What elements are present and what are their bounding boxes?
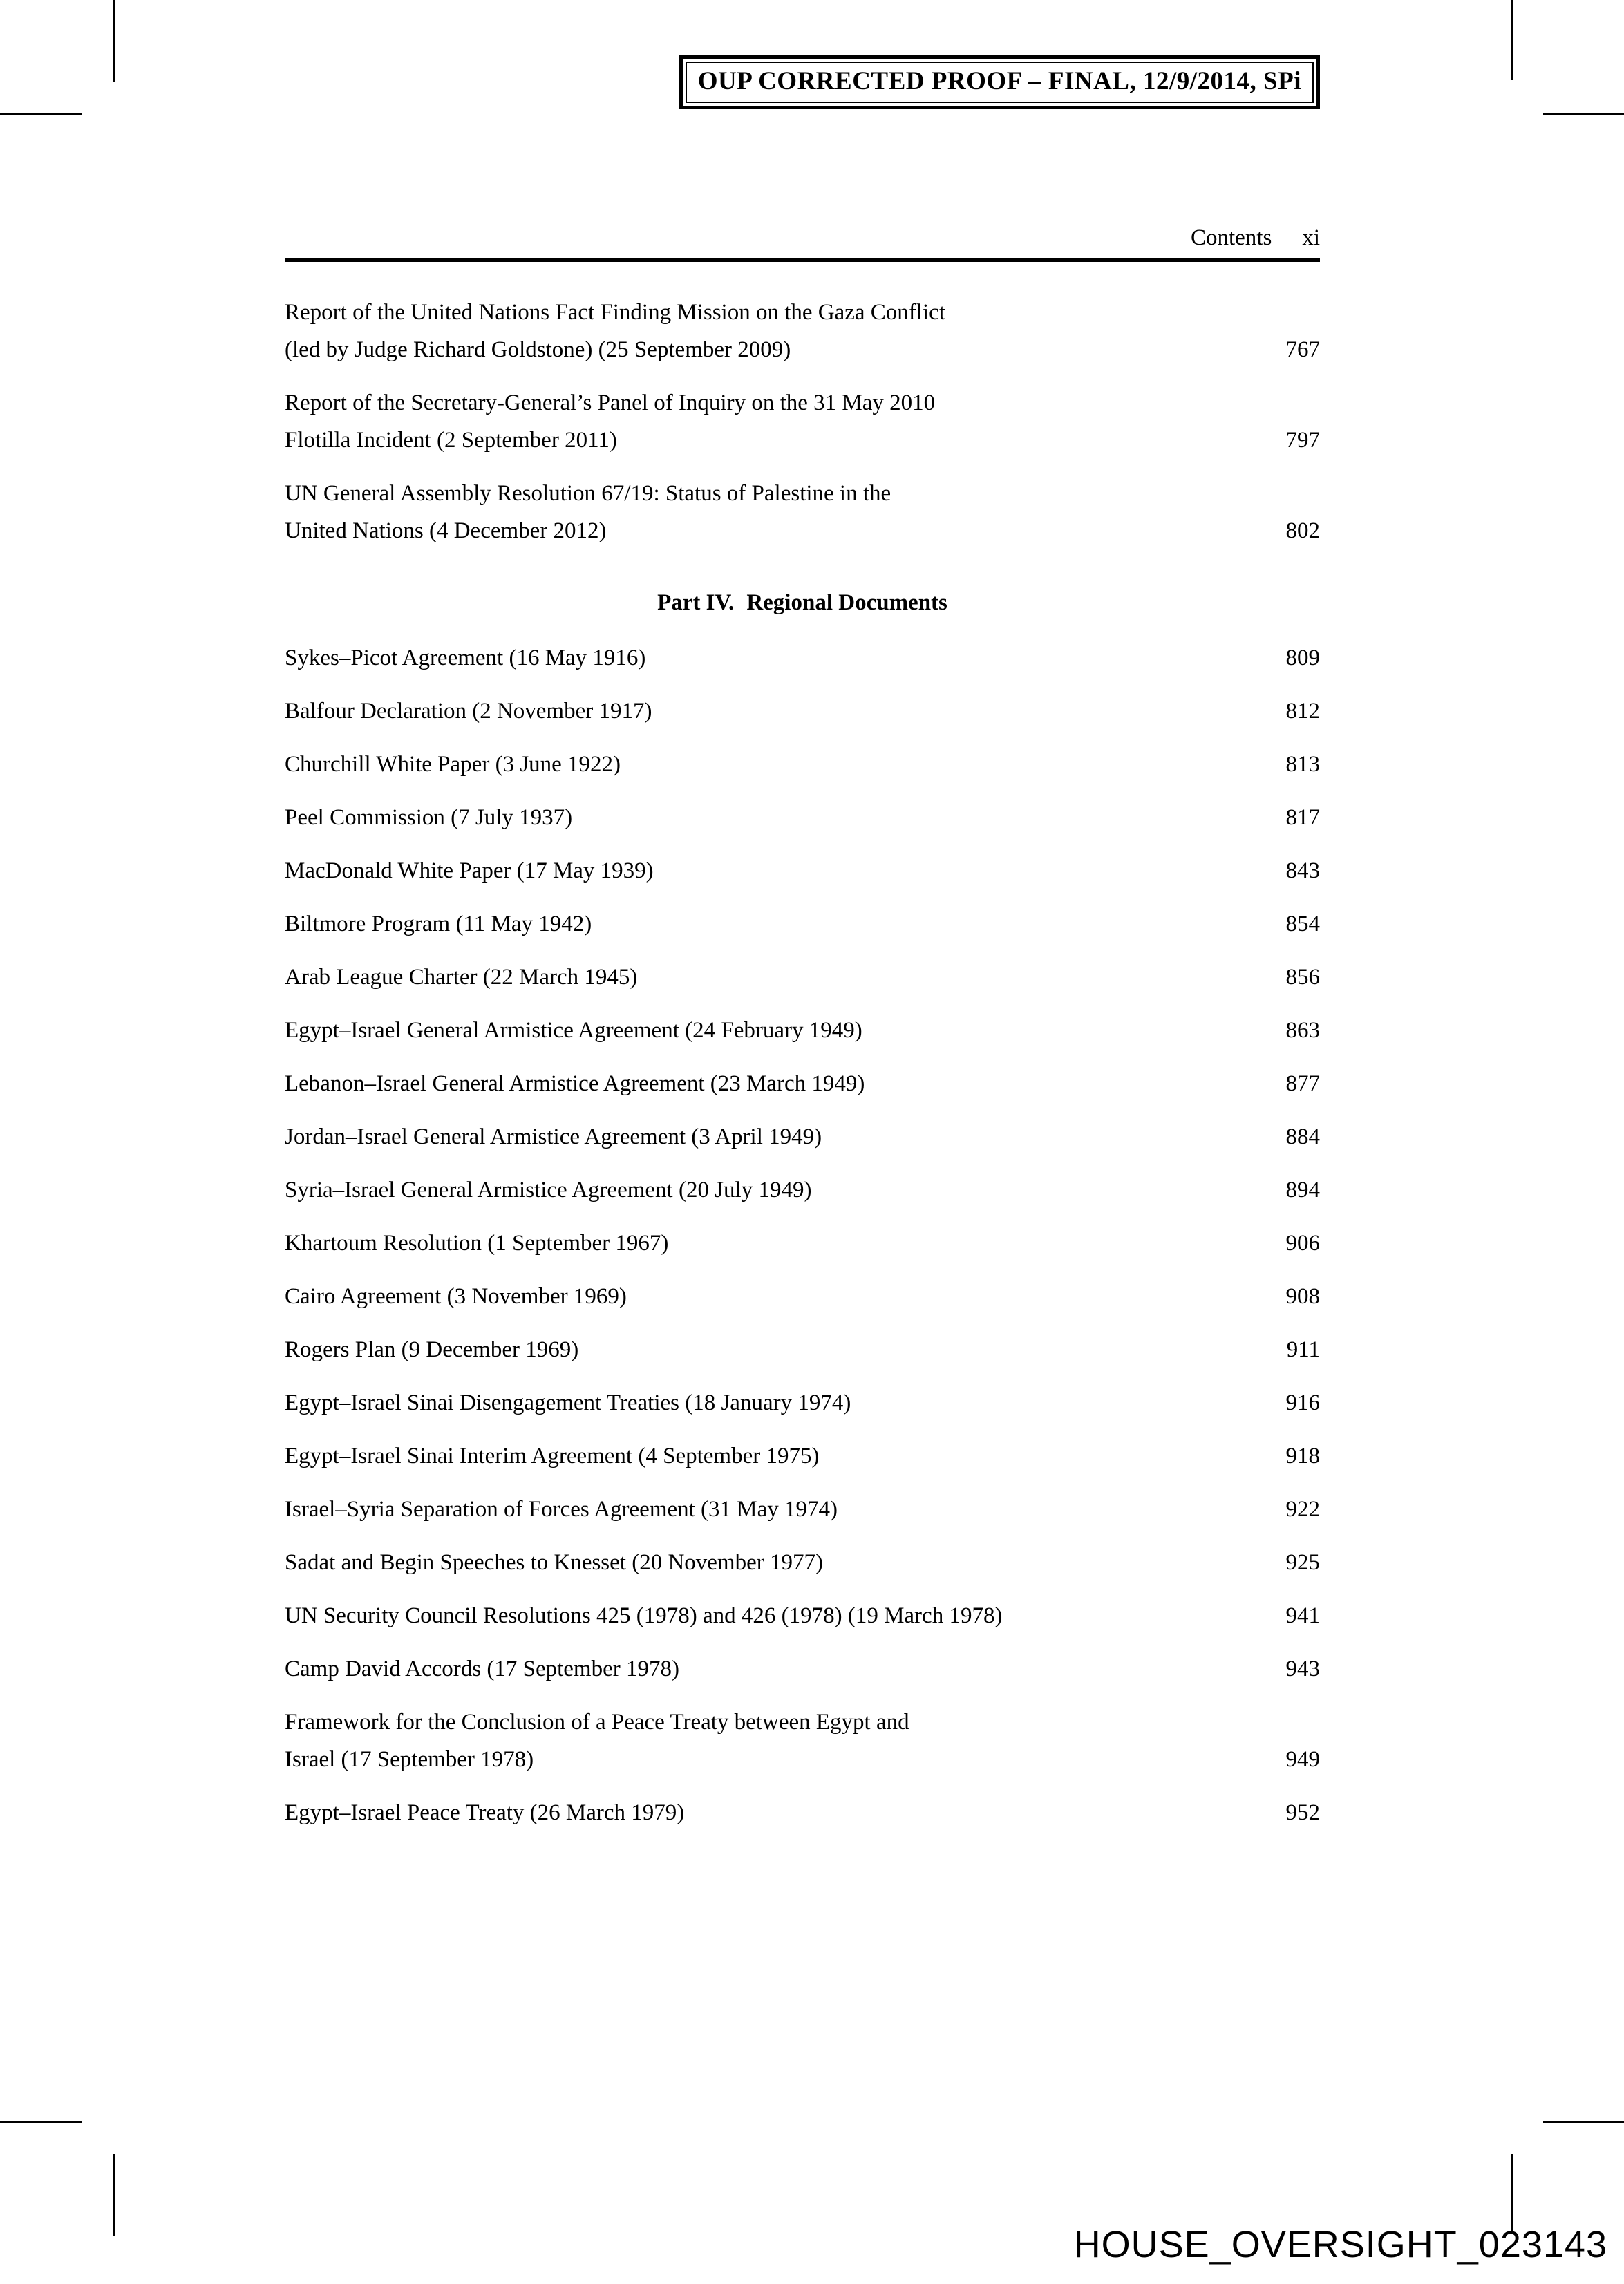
toc-entry-page-number: 922 bbox=[1285, 1497, 1320, 1522]
toc-entry-page-number: 854 bbox=[1285, 912, 1320, 936]
toc-entry bbox=[285, 1703, 1320, 1778]
toc-entry-line: Rogers Plan (9 December 1969) bbox=[285, 1337, 579, 1362]
toc-entry-page-number: 941 bbox=[1285, 1603, 1320, 1628]
toc-entry bbox=[285, 639, 1320, 677]
toc-entry-title bbox=[285, 799, 572, 836]
toc-entry bbox=[285, 1118, 1320, 1155]
toc-entry-title bbox=[285, 384, 935, 459]
header-rule bbox=[285, 258, 1320, 262]
toc-entry-page-number: 812 bbox=[1285, 699, 1320, 724]
toc-entry-title bbox=[285, 692, 652, 730]
toc-entry-page-number: 894 bbox=[1285, 1178, 1320, 1202]
toc-entry-page-number: 877 bbox=[1285, 1071, 1320, 1096]
toc-entry-page-number: 916 bbox=[1285, 1390, 1320, 1415]
toc-entry-page-number: 856 bbox=[1285, 965, 1320, 990]
toc-entry-line: Report of the United Nations Fact Finding Mission on the Gaza Conflict bbox=[285, 300, 945, 325]
toc-entry bbox=[285, 1491, 1320, 1528]
toc-entry bbox=[285, 1437, 1320, 1475]
toc-entry-title bbox=[285, 1703, 909, 1778]
toc-entry-title bbox=[285, 475, 891, 549]
toc-entry-line: Churchill White Paper (3 June 1922) bbox=[285, 752, 621, 777]
crop-mark-top-right-vertical bbox=[1511, 0, 1513, 80]
toc-entry bbox=[285, 475, 1320, 549]
toc-entry-page-number: 906 bbox=[1285, 1231, 1320, 1256]
toc-entry-line: Framework for the Conclusion of a Peace Treaty between Egypt and bbox=[285, 1710, 909, 1735]
toc-entry bbox=[285, 1331, 1320, 1368]
toc-entry-line: Camp David Accords (17 September 1978) bbox=[285, 1657, 679, 1681]
toc-entry-title bbox=[285, 1118, 822, 1155]
toc-entry-line: UN General Assembly Resolution 67/19: Status of Palestine in the bbox=[285, 481, 891, 506]
toc-entry-page-number: 925 bbox=[1285, 1550, 1320, 1575]
toc-entry-title bbox=[285, 1278, 627, 1315]
part-heading-title: Regional Documents bbox=[746, 590, 947, 615]
toc-entry-page-number: 817 bbox=[1285, 805, 1320, 830]
toc-entry-title bbox=[285, 1225, 668, 1262]
toc-entry bbox=[285, 1544, 1320, 1581]
toc-entry-title bbox=[285, 1544, 823, 1581]
toc-section-regional-documents bbox=[285, 639, 1320, 1831]
toc-entry-title bbox=[285, 1171, 811, 1209]
toc-entry-title bbox=[285, 1491, 838, 1528]
toc-entry-line: Egypt–Israel Sinai Disengagement Treaties (18 January 1974) bbox=[285, 1390, 851, 1415]
toc-entry bbox=[285, 1171, 1320, 1209]
proof-stamp bbox=[679, 55, 1320, 109]
toc-entry-title bbox=[285, 1065, 865, 1102]
toc-entry-title bbox=[285, 852, 654, 889]
toc-entry-line: Biltmore Program (11 May 1942) bbox=[285, 912, 592, 936]
toc-entry-line: Peel Commission (7 July 1937) bbox=[285, 805, 573, 830]
toc-entry-title bbox=[285, 1650, 679, 1688]
toc-entry-line: Sykes–Picot Agreement (16 May 1916) bbox=[285, 645, 646, 670]
toc-entry-line: Arab League Charter (22 March 1945) bbox=[285, 965, 638, 990]
toc-entry-line: Israel–Syria Separation of Forces Agreement (31 May 1974) bbox=[285, 1497, 838, 1522]
toc-entry bbox=[285, 1225, 1320, 1262]
toc-entry-page-number: 813 bbox=[1285, 752, 1320, 777]
toc-entry-page-number: 884 bbox=[1285, 1124, 1320, 1149]
toc-entry bbox=[285, 746, 1320, 783]
crop-mark-top-right-horizontal bbox=[1543, 113, 1624, 115]
toc-entry-title bbox=[285, 1384, 851, 1422]
toc-entry-title bbox=[285, 746, 621, 783]
toc-entry-title bbox=[285, 1012, 862, 1049]
toc-entry-title bbox=[285, 294, 945, 368]
toc-entry-line: UN Security Council Resolutions 425 (1978) and 426 (1978) (19 March 1978) bbox=[285, 1603, 1003, 1628]
toc-entry-line: MacDonald White Paper (17 May 1939) bbox=[285, 858, 654, 883]
toc-entry-line: Lebanon–Israel General Armistice Agreement (23 March 1949) bbox=[285, 1071, 865, 1096]
toc-entry-title bbox=[285, 1597, 1002, 1634]
toc-entry-page-number: 952 bbox=[1285, 1800, 1320, 1825]
toc-entry-line: Flotilla Incident (2 September 2011) bbox=[285, 428, 617, 453]
part-heading-label: Part IV. bbox=[657, 590, 735, 615]
toc-entry bbox=[285, 1597, 1320, 1634]
toc-entry-line: Cairo Agreement (3 November 1969) bbox=[285, 1284, 627, 1309]
running-head-page-number: xi bbox=[1302, 225, 1320, 250]
toc-entry-title bbox=[285, 1794, 684, 1831]
toc-entry-page-number: 863 bbox=[1285, 1018, 1320, 1043]
toc-entry-page-number: 911 bbox=[1286, 1337, 1320, 1362]
toc-entry bbox=[285, 1278, 1320, 1315]
toc-entry-page-number: 797 bbox=[1285, 428, 1320, 453]
toc-entry-line: United Nations (4 December 2012) bbox=[285, 518, 607, 543]
toc-entry bbox=[285, 799, 1320, 836]
toc-entry-title bbox=[285, 1331, 578, 1368]
toc-entry bbox=[285, 1384, 1320, 1422]
toc-entry-line: Egypt–Israel Sinai Interim Agreement (4 September 1975) bbox=[285, 1444, 820, 1469]
toc-entry-page-number: 767 bbox=[1285, 337, 1320, 362]
toc-entry bbox=[285, 1065, 1320, 1102]
toc-entry-title bbox=[285, 959, 637, 996]
toc-entry-line: Israel (17 September 1978) bbox=[285, 1747, 534, 1772]
toc-entry-page-number: 943 bbox=[1285, 1657, 1320, 1681]
toc-entry-line: Sadat and Begin Speeches to Knesset (20 November 1977) bbox=[285, 1550, 823, 1575]
crop-mark-bottom-left-horizontal bbox=[0, 2121, 82, 2123]
toc-entry-line: Report of the Secretary-General’s Panel of Inquiry on the 31 May 2010 bbox=[285, 390, 936, 415]
toc-entry bbox=[285, 692, 1320, 730]
toc-entry bbox=[285, 905, 1320, 943]
bates-number-watermark: HOUSE_OVERSIGHT_023143 bbox=[1073, 2224, 1607, 2265]
toc-section-un-documents bbox=[285, 294, 1320, 549]
crop-mark-bottom-left-vertical bbox=[113, 2154, 115, 2236]
toc-entry-line: (led by Judge Richard Goldstone) (25 September 2009) bbox=[285, 337, 791, 362]
toc-entry-line: Jordan–Israel General Armistice Agreement (3 April 1949) bbox=[285, 1124, 822, 1149]
toc-entry bbox=[285, 852, 1320, 889]
toc-entry-line: Balfour Declaration (2 November 1917) bbox=[285, 699, 652, 724]
toc-entry-line: Khartoum Resolution (1 September 1967) bbox=[285, 1231, 669, 1256]
toc-entry bbox=[285, 294, 1320, 368]
proof-stamp-text: OUP CORRECTED PROOF – FINAL, 12/9/2014, SPi bbox=[686, 62, 1314, 103]
toc-entry-title bbox=[285, 1437, 819, 1475]
toc-entry bbox=[285, 384, 1320, 459]
toc-entry-page-number: 802 bbox=[1285, 518, 1320, 543]
toc-entry-page-number: 809 bbox=[1285, 645, 1320, 670]
toc-entry bbox=[285, 1012, 1320, 1049]
toc-entry-page-number: 918 bbox=[1285, 1444, 1320, 1469]
toc-entry-line: Egypt–Israel General Armistice Agreement (24 February 1949) bbox=[285, 1018, 862, 1043]
toc-entry-line: Egypt–Israel Peace Treaty (26 March 1979) bbox=[285, 1800, 685, 1825]
crop-mark-bottom-right-vertical bbox=[1511, 2154, 1513, 2234]
toc-entry-line: Syria–Israel General Armistice Agreement (20 July 1949) bbox=[285, 1178, 812, 1202]
running-head bbox=[1191, 225, 1320, 251]
toc-entry bbox=[285, 959, 1320, 996]
toc-entry bbox=[285, 1794, 1320, 1831]
running-head-title: Contents bbox=[1190, 225, 1272, 250]
toc-entry-page-number: 843 bbox=[1285, 858, 1320, 883]
part-heading bbox=[285, 584, 1320, 621]
toc-entry-page-number: 908 bbox=[1285, 1284, 1320, 1309]
toc-entry-title bbox=[285, 639, 645, 677]
toc-entry-page-number: 949 bbox=[1285, 1747, 1320, 1772]
toc-entry-title bbox=[285, 905, 592, 943]
crop-mark-top-left-vertical bbox=[113, 0, 115, 82]
crop-mark-top-left-horizontal bbox=[0, 113, 82, 115]
crop-mark-bottom-right-horizontal bbox=[1543, 2121, 1624, 2123]
toc-entry bbox=[285, 1650, 1320, 1688]
table-of-contents bbox=[285, 294, 1320, 1847]
